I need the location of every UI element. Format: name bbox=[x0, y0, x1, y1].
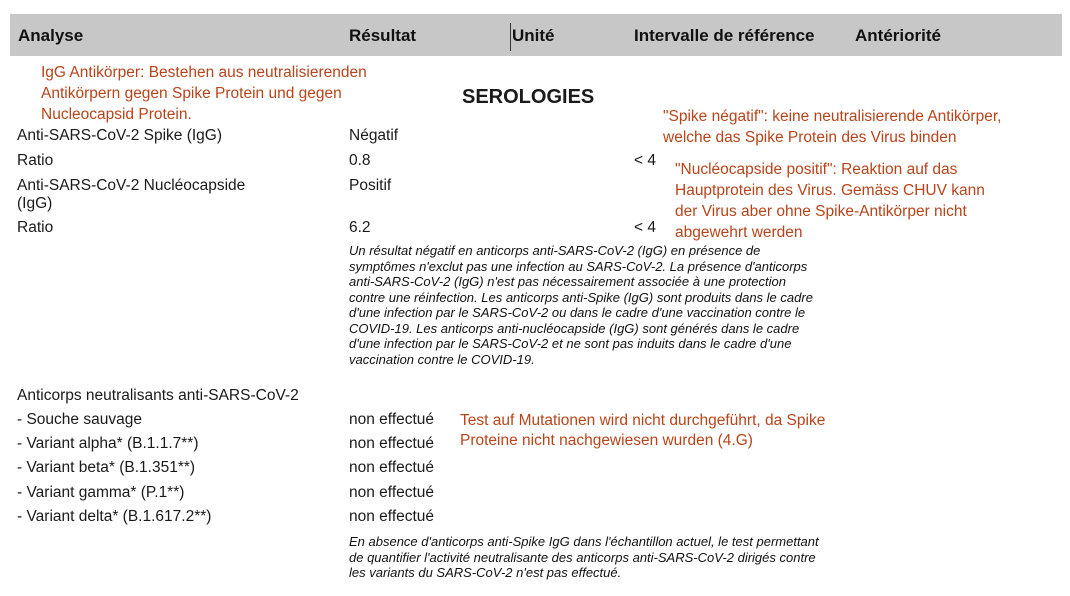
variant-value: non effectué bbox=[349, 459, 435, 476]
variant-value: non effectué bbox=[349, 435, 435, 452]
note-line: symptômes n'exclut pas une infection au SARS-CoV-2. La présence d'anticorps bbox=[349, 258, 808, 274]
note-line: Un résultat négatif en anticorps anti-SARS-CoV-2 (IgG) en présence de bbox=[349, 243, 761, 258]
variant-label: - Variant delta* (B.1.617.2**) bbox=[17, 508, 212, 525]
ratio-reference: < 4 bbox=[634, 152, 656, 169]
igg-annotation-line: Antikörpern gegen Spike Protein und gegen bbox=[41, 85, 342, 102]
note-line: d'une infection par le SARS-CoV-2 ou dans le cadre d'une vaccination contre le bbox=[349, 305, 806, 320]
spike-annotation-line: "Spike négatif": keine neutralisierende Antikörper, bbox=[663, 108, 1002, 125]
note-line: anti-SARS-CoV-2 (IgG) n'est pas nécessairement associée à une protection bbox=[349, 274, 786, 289]
nucleocapside-igg-value: Positif bbox=[349, 177, 392, 194]
ratio-reference: < 4 bbox=[634, 219, 656, 236]
note-line: d'une infection par le SARS-CoV-2 et ne sont pas induits dans le cadre d'une bbox=[349, 336, 792, 351]
ratio-label: Ratio bbox=[17, 219, 54, 236]
igg-annotation-line: Nucleocapsid Protein. bbox=[41, 106, 192, 123]
nucleo-annotation-line: "Nucléocapside positif": Reaktion auf das bbox=[675, 161, 958, 178]
variant-label: - Variant alpha* (B.1.1.7**) bbox=[17, 435, 199, 452]
mutation-annotation-line: Proteine nicht nachgewiesen wurden (4.G) bbox=[460, 432, 753, 449]
header-intervalle: Intervalle de référence bbox=[634, 26, 815, 45]
interpretation-note bbox=[349, 243, 813, 367]
nucleo-annotation-line: Hauptprotein des Virus. Gemäss CHUV kann bbox=[675, 182, 985, 199]
nucleo-annotation-line: abgewehrt werden bbox=[675, 224, 803, 241]
column-separator bbox=[510, 23, 511, 51]
header-unite: Unité bbox=[512, 26, 555, 45]
spike-igg-value: Négatif bbox=[349, 127, 399, 144]
neutralisants-title: Anticorps neutralisants anti-SARS-CoV-2 bbox=[17, 387, 299, 404]
section-title: SEROLOGIES bbox=[462, 86, 595, 108]
note-line: En absence d'anticorps anti-Spike IgG dans l'échantillon actuel, le test permettant bbox=[349, 534, 819, 549]
igg-annotation-line: IgG Antikörper: Bestehen aus neutralisierenden bbox=[41, 64, 367, 81]
variant-label: - Variant gamma* (P.1**) bbox=[17, 484, 185, 501]
note-line: vaccination contre le COVID-19. bbox=[349, 351, 535, 367]
spike-igg-label: Anti-SARS-CoV-2 Spike (IgG) bbox=[17, 127, 223, 144]
variant-value: non effectué bbox=[349, 484, 435, 501]
spike-annotation-line: welche das Spike Protein des Virus binden bbox=[663, 129, 957, 146]
note-line: de quantifier l'activité neutralisante des anticorps anti-SARS-CoV-2 dirigés contre bbox=[349, 549, 816, 565]
neutralisation-note bbox=[349, 534, 819, 581]
variant-label: - Souche sauvage bbox=[17, 411, 142, 428]
header-analyse: Analyse bbox=[18, 26, 84, 45]
header-anteriorite: Antériorité bbox=[855, 26, 941, 45]
variant-value: non effectué bbox=[349, 508, 435, 525]
header-resultat: Résultat bbox=[349, 26, 417, 45]
note-line: contre une réinfection. Les anticorps anti-Spike (IgG) sont produits dans le cadre bbox=[349, 289, 813, 305]
nucleo-annotation-line: der Virus aber ohne Spike-Antikörper nicht bbox=[675, 203, 967, 220]
ratio-value: 6.2 bbox=[349, 219, 371, 236]
ratio-value: 0.8 bbox=[349, 152, 371, 169]
note-line: les variants du SARS-CoV-2 n'est pas effectué. bbox=[349, 565, 622, 580]
nucleocapside-igg-label: Anti-SARS-CoV-2 Nucléocapside bbox=[17, 177, 246, 194]
nucleocapside-igg-label-cont: (IgG) bbox=[17, 195, 53, 212]
note-line: COVID-19. Les anticorps anti-nucléocapside (IgG) sont générés dans le cadre bbox=[349, 320, 800, 336]
mutation-annotation-line: Test auf Mutationen wird nicht durchgeführt, da Spike bbox=[460, 412, 826, 429]
variant-label: - Variant beta* (B.1.351**) bbox=[17, 459, 196, 476]
variant-value: non effectué bbox=[349, 411, 435, 428]
ratio-label: Ratio bbox=[17, 152, 54, 169]
